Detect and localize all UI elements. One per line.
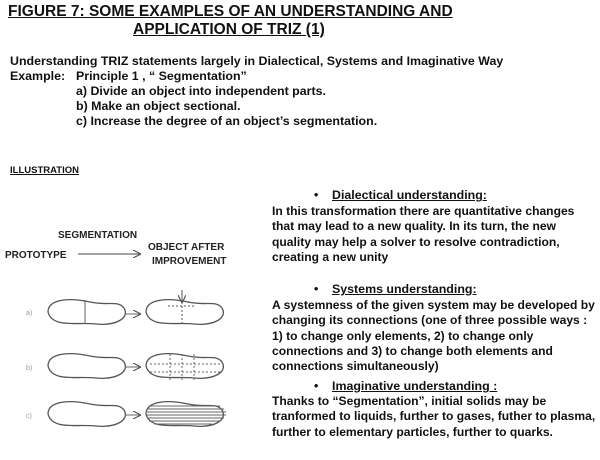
systems-heading-text: Systems understanding: (332, 282, 477, 296)
imaginative-heading-text: Imaginative understanding : (332, 379, 498, 393)
option-c: c) Increase the degree of an object’s segmentation. (76, 114, 378, 128)
example-label: Example: (10, 69, 66, 83)
dialectical-text: In this transformation there are quantitative changes that may lead to a new quality. In its turn, the new quality may help a solver to resolve contradiction, creating a new unity (272, 204, 575, 264)
section-dialectical-heading (314, 188, 487, 203)
prototype-shape-b (48, 354, 125, 379)
row-label-a: a) (26, 310, 33, 317)
bullet-systems: • (314, 282, 319, 296)
improved-shape-b (146, 354, 223, 379)
dialectical-heading-text: Dialectical understanding: (332, 188, 487, 202)
understanding-sections (272, 188, 598, 458)
improved-shape-a (146, 300, 223, 325)
intro-statement: Understanding TRIZ statements largely in Dialectical, Systems and Imaginative Way (10, 54, 504, 68)
improved-shape-c (146, 402, 223, 427)
example-options (76, 84, 377, 129)
example-line (10, 69, 247, 84)
segmentation-lines-c (147, 406, 226, 424)
figure-label: FIGURE 7 (8, 3, 80, 20)
prototype-shape-a (48, 300, 125, 325)
option-b: b) Make an object sectional. (76, 99, 241, 113)
object-after-label: OBJECT AFTER (148, 242, 225, 253)
option-a: a) Divide an object into independent parts. (76, 84, 326, 98)
prototype-label: PROTOTYPE (5, 250, 67, 261)
figure-title-line-2: APPLICATION OF TRIZ (1) (133, 21, 325, 38)
section-systems-heading (314, 282, 477, 297)
bullet-imaginative: • (314, 379, 319, 393)
bullet-dialectical: • (314, 188, 319, 202)
segmentation-label: SEGMENTATION (58, 230, 138, 241)
prototype-shape-c (48, 402, 125, 427)
illustration-heading: ILLUSTRATION (10, 165, 79, 176)
diagram-row-a (26, 290, 223, 324)
figure-title-text: : SOME EXAMPLES OF AN UNDERSTANDING AND (79, 3, 453, 20)
row-label-b: b) (26, 365, 33, 372)
example-principle: Principle 1 , “ Segmentation” (76, 69, 247, 83)
segmentation-diagram (0, 220, 270, 460)
row-label-c: c) (26, 413, 32, 420)
figure-title-line-1 (8, 3, 453, 21)
section-imaginative-heading (314, 379, 497, 394)
diagram-row-c (26, 402, 226, 427)
diagram-row-b (26, 354, 223, 380)
systems-text: A systemness of the given system may be developed by changing its connections (one of three possible ways : 1) to change only elements, 2) to change only connections and 3) to change both elements and connections simultaneously) (272, 298, 595, 374)
improvement-label: IMPROVEMENT (152, 256, 227, 267)
imaginative-text: Thanks to “Segmentation”, initial solids may be tranformed to liquids, further to gases, futher to plasma, further to elementary particles, further to quarks. (272, 394, 596, 439)
